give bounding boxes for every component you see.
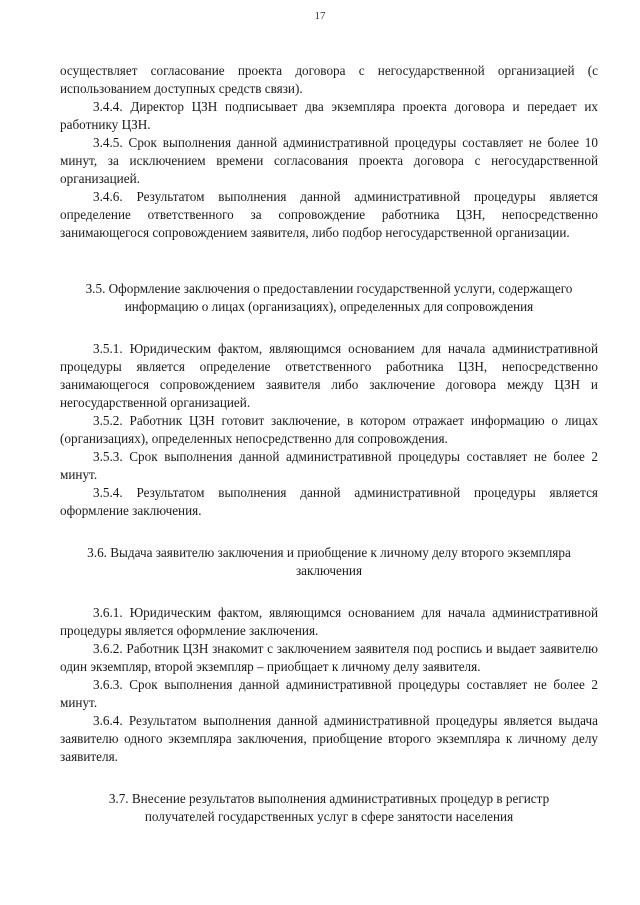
document-body (60, 62, 598, 826)
paragraph-3-5-3: 3.5.3. Срок выполнения данной административной процедуры составляет не более 2 минут. (60, 449, 598, 482)
paragraph-3-6-4: 3.6.4. Результатом выполнения данной административной процедуры является выдача заявителю одного экземпляра заключения, приобщение второго экземпляра к личному делу заявителя. (60, 713, 598, 764)
paragraph-3-6-1: 3.6.1. Юридическим фактом, являющимся основанием для начала административной процедуры является оформление заключения. (60, 605, 598, 638)
paragraph-3-5-2: 3.5.2. Работник ЦЗН готовит заключение, в котором отражает информацию о лицах (организациях), определенных непосредственно для сопровождения. (60, 413, 598, 446)
paragraph-3-5-1: 3.5.1. Юридическим фактом, являющимся основанием для начала административной процедуры является определение ответственного работника ЦЗН, непосредственно занимающегося сопровождением заявителя либо заключение договора между ЦЗН и негосударственной организацией. (60, 341, 598, 410)
paragraph-3-6-3: 3.6.3. Срок выполнения данной административной процедуры составляет не более 2 минут. (60, 677, 598, 710)
paragraph-3-4-6: 3.4.6. Результатом выполнения данной административной процедуры является определение ответственного за сопровождение работника ЦЗН, непосредственно занимающегося сопровождением заявителя, либо подбор негосударственной организации. (60, 189, 598, 240)
paragraph-3-6-2: 3.6.2. Работник ЦЗН знакомит с заключением заявителя под роспись и выдает заявителю один экземпляр, второй экземпляр – приобщает к личному делу заявителя. (60, 641, 598, 674)
paragraph-3-5-4: 3.5.4. Результатом выполнения данной административной процедуры является оформление заключения. (60, 485, 598, 518)
section-heading-3-6: 3.6. Выдача заявителю заключения и приобщение к личному делу второго экземпляра заключения (87, 545, 571, 578)
page-number: 17 (314, 10, 326, 22)
paragraph-continuation: осуществляет согласование проекта договора с негосударственной организацией (с использованием доступных средств связи). (60, 63, 598, 96)
section-heading-3-7: 3.7. Внесение результатов выполнения административных процедур в регистр получателей государственных услуг в сфере занятости населения (108, 791, 550, 824)
section-heading-3-5: 3.5. Оформление заключения о предоставлении государственной услуги, содержащего информацию о лицах (организациях), определенных для сопровождения (85, 281, 573, 314)
paragraph-3-4-4: 3.4.4. Директор ЦЗН подписывает два экземпляра проекта договора и передает их работнику ЦЗН. (60, 99, 598, 132)
paragraph-3-4-5: 3.4.5. Срок выполнения данной административной процедуры составляет не более 10 минут, за исключением времени согласования проекта договора с негосударственной организацией. (60, 135, 598, 186)
